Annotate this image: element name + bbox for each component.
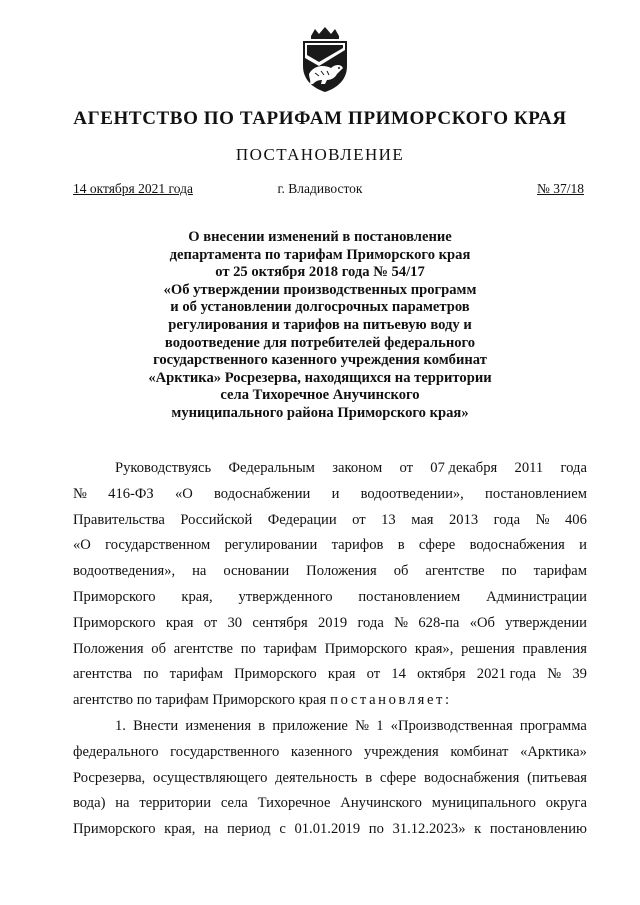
- body-word: 1.: [115, 717, 126, 734]
- body-line: [73, 662, 587, 688]
- title-line: водоотведение для потребителей федерального: [164, 334, 476, 351]
- body-word: на: [204, 821, 219, 838]
- body-word: в: [365, 769, 373, 786]
- body-word: Администрации: [486, 588, 587, 605]
- body-word: утвержденного: [238, 588, 333, 605]
- body-word: по: [240, 640, 256, 657]
- body-word: и: [579, 537, 587, 554]
- body-line: [73, 740, 587, 766]
- body-line: [73, 456, 587, 482]
- body-word: в: [258, 717, 266, 734]
- body-word: «О: [174, 485, 193, 502]
- body-word: тарифам: [169, 666, 223, 683]
- body-word: агентстве: [173, 640, 233, 657]
- body-word: по: [501, 563, 517, 580]
- body-word: тарифам: [533, 563, 587, 580]
- body-word: «Производственная: [390, 717, 513, 734]
- body-word: Руководствуясь: [115, 460, 212, 476]
- body-line: [73, 766, 587, 792]
- body-word: об: [151, 640, 167, 657]
- body-word: законом: [332, 460, 383, 476]
- body-word: регулировании: [224, 537, 318, 554]
- body-word: утверждении: [505, 614, 587, 631]
- title-line: от 25 октября 2018 года № 54/17: [215, 264, 425, 281]
- body-word: края: [327, 666, 356, 683]
- body-word: Приморского: [73, 614, 156, 631]
- body-word: деятельность: [275, 769, 358, 786]
- body-word: сфере: [379, 769, 417, 786]
- body-word: (питьевая: [527, 769, 587, 786]
- body-word: сентября: [252, 614, 308, 631]
- body-line: [73, 817, 587, 843]
- title-line: департамента по тарифам Приморского края: [169, 246, 471, 263]
- body-word: края: [165, 614, 194, 631]
- document-title: [0, 229, 640, 423]
- title-line: села Тихоречное Анучинского: [220, 387, 420, 404]
- body-word: Российской: [180, 511, 253, 528]
- body-word: вода): [73, 795, 106, 812]
- body-word: от: [399, 460, 413, 476]
- body-word: Правительства: [73, 511, 165, 528]
- body-word: по: [143, 666, 159, 683]
- title-line: муниципального района Приморского края»: [171, 404, 469, 421]
- body-word: Федеральным: [228, 460, 315, 476]
- body-word: постановлением: [485, 485, 587, 502]
- body-word: края»,: [414, 640, 454, 657]
- body-word: водоотведении»,: [360, 485, 464, 502]
- body-word: основании: [223, 563, 290, 580]
- body-word: Федерации: [267, 511, 337, 528]
- body-line: [73, 714, 587, 740]
- body-word: Приморского: [234, 666, 317, 683]
- body-word: 13: [381, 511, 396, 528]
- body-word: Приморского: [73, 588, 156, 605]
- body-word: села: [220, 795, 248, 812]
- body-word: об: [393, 563, 409, 580]
- body-word: территории: [139, 795, 212, 812]
- title-line: «Арктика» Росрезерва, находящихся на территории: [148, 369, 492, 386]
- body-word: постановлению: [489, 821, 587, 838]
- title-line: и об установлении долгосрочных параметров: [170, 299, 470, 316]
- body-word: от: [366, 666, 381, 683]
- body-word: года: [357, 614, 384, 631]
- body-word: на: [192, 563, 207, 580]
- body-word: по: [368, 821, 384, 838]
- body-word: тарифам: [263, 640, 317, 657]
- body-word: года: [560, 460, 587, 476]
- body-word: на: [115, 795, 130, 812]
- body-line: [73, 688, 587, 714]
- body-word: Росрезерва,: [73, 769, 146, 786]
- body-word: №: [394, 614, 409, 631]
- document-date: 14 октября 2021 года: [73, 181, 193, 196]
- body-word: изменения: [185, 717, 252, 734]
- body-word: №: [73, 485, 87, 502]
- body-word: Положения: [306, 563, 377, 580]
- title-line: регулирования и тарифов на питьевую воду и: [168, 316, 472, 333]
- body-word: водоснабжении: [213, 485, 311, 502]
- body-word: мая: [411, 511, 434, 528]
- body-line: [73, 791, 587, 817]
- body-word: октября: [417, 666, 466, 683]
- body-text-spaced: постановляет:: [330, 692, 452, 709]
- body-word: «О: [73, 537, 91, 554]
- agency-name: АГЕНТСТВО ПО ТАРИФАМ ПРИМОРСКОГО КРАЯ: [73, 108, 567, 129]
- body-word: края,: [164, 821, 196, 838]
- body-word: в: [397, 537, 405, 554]
- body-word: водоснабжения: [424, 769, 520, 786]
- body-word: Внести: [133, 717, 179, 734]
- body-word: Анучинского: [340, 795, 422, 812]
- body-word: водоснабжения: [469, 537, 565, 554]
- body-line: [73, 611, 587, 637]
- body-line: [73, 533, 587, 559]
- body-line: [73, 585, 587, 611]
- body-word: 2019: [317, 614, 348, 631]
- body-word: агентстве: [425, 563, 485, 580]
- body-word: 39: [572, 666, 587, 683]
- body-line: [73, 637, 587, 663]
- body-word: период: [226, 821, 271, 838]
- body-word: округа: [545, 795, 587, 812]
- body-word: №: [535, 511, 550, 528]
- body-word: 30: [227, 614, 243, 631]
- document-city: г. Владивосток: [277, 181, 363, 196]
- body-word: государственном: [105, 537, 211, 554]
- body-word: к: [474, 821, 482, 838]
- body-line: [73, 482, 587, 508]
- body-word: муниципального: [431, 795, 536, 812]
- coat-of-arms-icon: [297, 26, 353, 94]
- body-word: 31.12.2023»: [392, 821, 466, 838]
- title-line: государственного казенного учреждения комбинат: [153, 352, 487, 369]
- body-word: комбинат: [450, 743, 509, 760]
- body-word: 2013: [449, 511, 479, 528]
- body-word: постановлением: [358, 588, 461, 605]
- body-word: 416-ФЗ: [108, 485, 154, 502]
- document-number: № 37/18: [536, 181, 584, 196]
- body-word: 2021 года: [476, 666, 537, 683]
- body-word: сфере: [418, 537, 456, 554]
- body-word: 01.01.2019: [294, 821, 361, 838]
- body-word: «Арктика»: [520, 743, 587, 760]
- body-word: №: [355, 717, 370, 734]
- body-word: государственного: [170, 743, 280, 760]
- body-word: Приморского: [73, 821, 156, 838]
- body-word: от: [352, 511, 366, 528]
- body-word: 1: [376, 717, 384, 734]
- body-word: решения: [461, 640, 515, 657]
- body-word: 14: [391, 666, 406, 683]
- body-word: №: [547, 666, 562, 683]
- body-word: 2011: [514, 460, 544, 476]
- body-word: программа: [519, 717, 587, 734]
- body-word: федерального: [73, 743, 159, 760]
- body-word: Приморского: [324, 640, 408, 657]
- body-line: [73, 508, 587, 534]
- body-word: Положения: [73, 640, 144, 657]
- body-word: 07 декабря: [430, 460, 498, 476]
- body-word: тарифов: [331, 537, 384, 554]
- document-body: [73, 456, 587, 843]
- body-word: с: [279, 821, 286, 838]
- title-line: «Об утверждении производственных программ: [163, 281, 477, 298]
- body-word: «Об: [469, 614, 495, 631]
- body-word: 406: [564, 511, 587, 528]
- body-word: года: [493, 511, 521, 528]
- body-word: и: [331, 485, 340, 502]
- document-type: ПОСТАНОВЛЕНИЕ: [235, 145, 405, 164]
- body-word: от: [203, 614, 218, 631]
- body-word: водоотведения»,: [73, 563, 176, 580]
- body-text: агентство по тарифам Приморского края: [73, 692, 327, 709]
- body-word: 628-па: [418, 614, 460, 631]
- body-word: учреждения: [363, 743, 439, 760]
- body-word: приложение: [272, 717, 348, 734]
- body-word: осуществляющего: [152, 769, 268, 786]
- body-word: правления: [522, 640, 587, 657]
- body-line: [73, 559, 587, 585]
- body-word: агентства: [73, 666, 133, 683]
- body-word: казенного: [290, 743, 353, 760]
- body-word: края,: [181, 588, 213, 605]
- body-word: Тихоречное: [257, 795, 331, 812]
- title-line: О внесении изменений в постановление: [188, 229, 452, 245]
